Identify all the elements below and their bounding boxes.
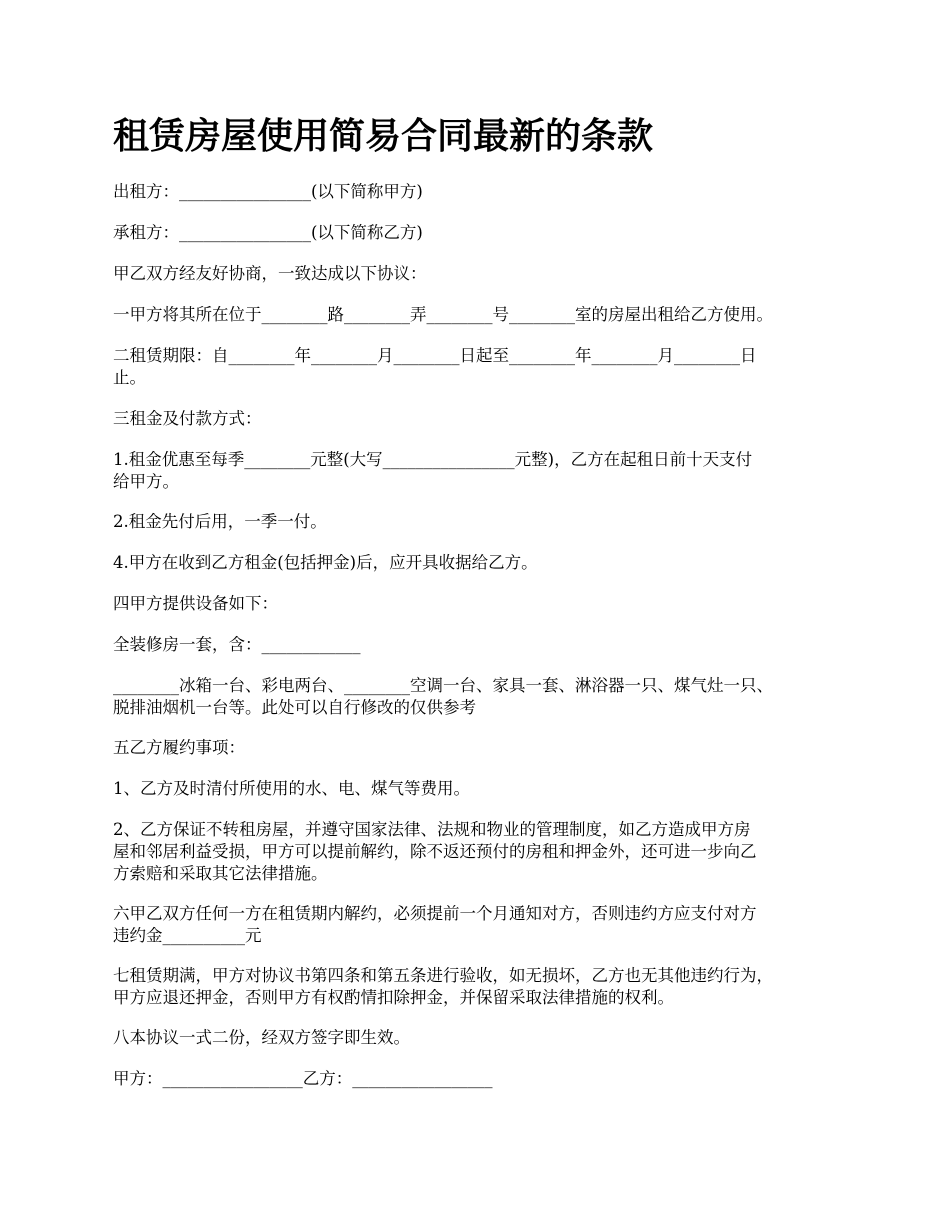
- signature-line: 甲方：_________________乙方：_________________: [113, 1069, 493, 1088]
- clause-8-copies: 八本协议一式二份，经双方签字即生效。: [113, 1028, 410, 1047]
- document-title: 租赁房屋使用简易合同最新的条款: [113, 116, 654, 157]
- clause-5-item-1: 1、乙方及时清付所使用的水、电、煤气等费用。: [113, 779, 470, 798]
- clause-3-item-2: 2.租金先付后用，一季一付。: [113, 512, 327, 531]
- clause-6-termination: 六甲乙双方任何一方在租赁期内解约，必须提前一个月通知对方，否则违约方应支付对方 违约金__________元: [113, 904, 757, 945]
- clause-1-premises: 一甲方将其所在位于________路________弄________号________室的房屋出租给乙方使用。: [113, 305, 773, 324]
- clause-3-item-4: 4.甲方在收到乙方租金(包括押金)后，应开具收据给乙方。: [113, 553, 538, 572]
- clause-3-item-1: 1.租金优惠至每季________元整(大写________________元整)，乙方在起租日前十天支付 给甲方。: [113, 450, 753, 491]
- clause-2-term: 二租赁期限：自________年________月________日起至________年________月________日 止。: [113, 346, 757, 387]
- clause-4-heading: 四甲方提供设备如下：: [113, 594, 278, 613]
- clause-lessee: 承租方：________________(以下简称乙方): [113, 223, 423, 242]
- clause-4-item-2: ________冰箱一台、彩电两台、________空调一台、家具一套、淋浴器一只、煤气灶一只、 脱排油烟机一台等。此处可以自行修改的仅供参考: [113, 676, 773, 717]
- clause-agreement-intro: 甲乙双方经友好协商，一致达成以下协议：: [113, 264, 427, 283]
- clause-4-item-1: 全装修房一套，含：____________: [113, 635, 361, 654]
- clause-3-heading: 三租金及付款方式：: [113, 409, 262, 428]
- clause-7-expiry: 七租赁期满，甲方对协议书第四条和第五条进行验收，如无损坏，乙方也无其他违约行为， 甲方应退还押金，否则甲方有权酌情扣除押金，并保留采取法律措施的权利。: [113, 966, 773, 1007]
- clause-5-item-2: 2、乙方保证不转租房屋，并遵守国家法律、法规和物业的管理制度，如乙方造成甲方房 屋和邻居利益受损，甲方可以提前解约，除不返还预付的房租和押金外，还可进一步向乙 方索赔和采取其它法律措施。: [113, 820, 757, 883]
- clause-lessor: 出租方：________________(以下简称甲方): [113, 182, 423, 201]
- clause-5-heading: 五乙方履约事项：: [113, 738, 245, 757]
